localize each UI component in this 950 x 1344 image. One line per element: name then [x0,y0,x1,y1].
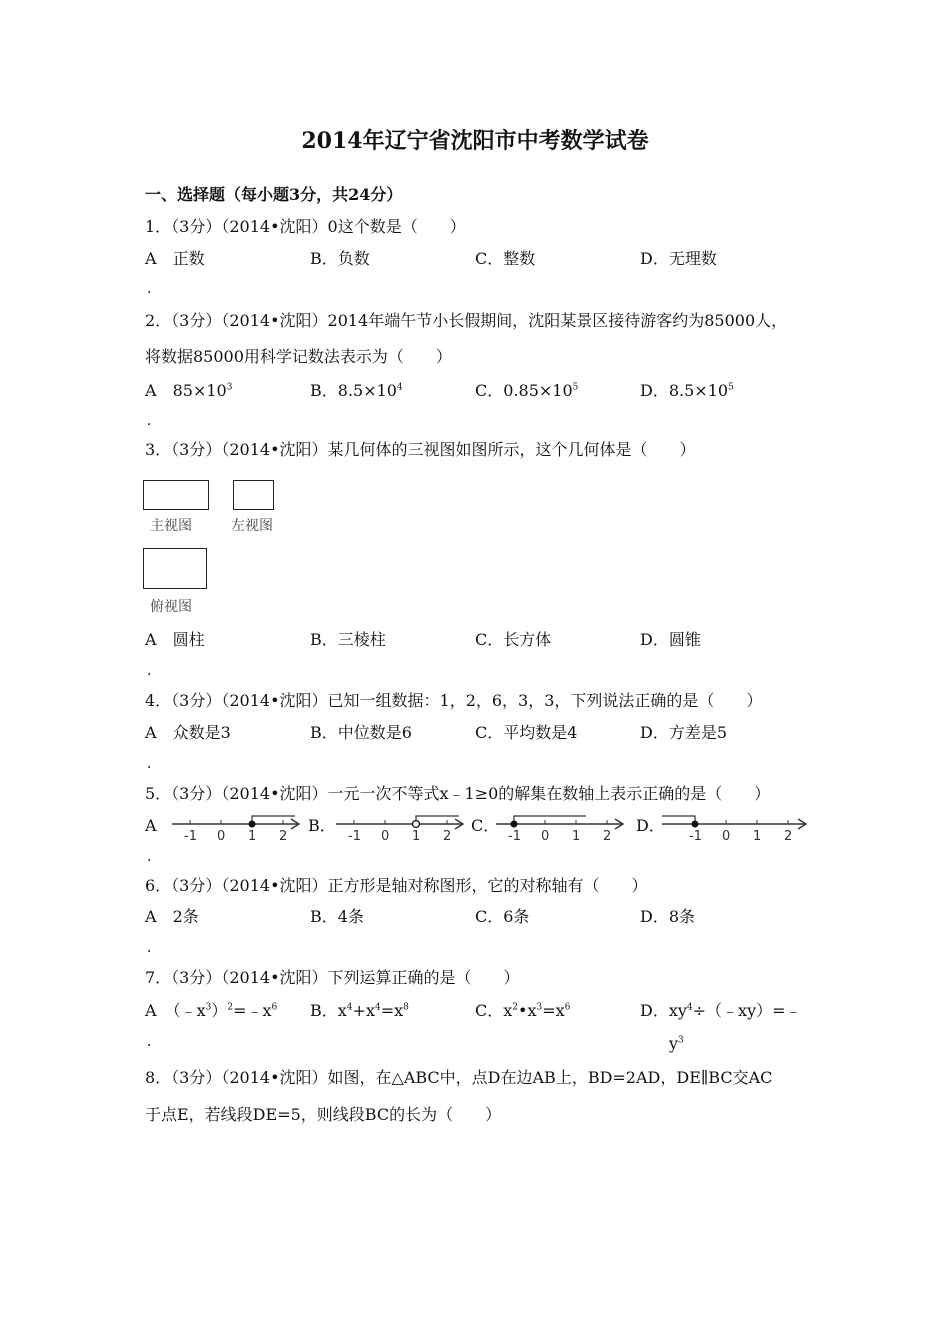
dot: ． [147,756,161,772]
svg-text:2: 2 [279,829,288,844]
question-3-stem: 3．（3分）（2014•沈阳）某几何体的三视图如图所示，这个几何体是（ ） [145,440,696,459]
q3-option-b: B．三棱柱 [310,630,386,649]
question-1-stem: 1．（3分）（2014•沈阳）0这个数是（ ） [145,217,466,236]
question-5-stem: 5．（3分）（2014•沈阳）一元一次不等式x﹣1≥0的解集在数轴上表示正确的是（ ） [145,784,771,803]
q7-option-d-continued: $y^3$ [669,1034,684,1053]
q5-option-c-label: C． [471,816,500,835]
q3-option-a: A 圆柱 [145,630,205,649]
svg-text:1: 1 [753,829,762,844]
front-view-caption: 主视图 [150,518,192,534]
svg-text:2: 2 [443,829,452,844]
q6-option-b: B．4条 [310,907,364,926]
side-view-caption: 左视图 [231,518,273,534]
dot: ． [147,663,161,679]
q5-option-d-number-line [660,810,810,846]
q4-option-c: C．平均数是4 [475,723,578,742]
dot: ． [147,281,161,297]
question-2-stem-line1: 2．（3分）（2014•沈阳）2014年端午节小长假期间，沈阳某景区接待游客约为85000人， [145,311,788,330]
q5-option-d-label: D． [636,816,665,835]
top-view-rectangle [143,548,207,589]
q7-option-b: B．$x^4+x^4=x^8$ [310,1001,409,1020]
q7-option-d: D．$xy^4\div(﹣xy)=﹣$ [640,1001,802,1020]
q1-option-a: A 正数 [145,249,205,268]
q2-option-a: A $85\times 10^3$ [145,381,233,400]
svg-text:1: 1 [412,829,421,844]
section-heading: 一、选择题（每小题3分，共24分） [145,185,403,204]
dot: ． [147,413,161,429]
dot: ． [147,849,161,865]
q2-option-d: D．$8.5\times 10^5$ [640,381,734,400]
question-7-stem: 7．（3分）（2014•沈阳）下列运算正确的是（ ） [145,968,520,987]
q2-option-b: B．$8.5\times 10^4$ [310,381,403,400]
question-8-stem-line2: 于点E，若线段DE=5，则线段BC的长为（ ） [145,1105,502,1124]
q4-option-a: A 众数是3 [145,723,231,742]
svg-text:0: 0 [722,829,731,844]
question-8-stem-line1: 8．（3分）（2014•沈阳）如图，在△ABC中，点D在边AB上，BD=2AD，DE∥BC交AC [145,1068,773,1087]
q5-option-b-number-line [334,810,474,846]
q4-option-b: B．中位数是6 [310,723,412,742]
question-2-stem-line2: 将数据85000用科学记数法表示为（ ） [145,347,452,366]
svg-text:2: 2 [784,829,793,844]
svg-text:0: 0 [217,829,226,844]
q1-option-d: D．无理数 [640,249,717,268]
q4-option-d: D．方差是5 [640,723,728,742]
solid-point [511,821,518,828]
q6-option-a: A 2条 [145,907,199,926]
question-6-stem: 6．（3分）（2014•沈阳）正方形是轴对称图形，它的对称轴有（ ） [145,876,648,895]
dot: ． [147,1034,161,1050]
solid-point [249,821,256,828]
svg-text:-1: -1 [689,829,702,844]
top-view-caption: 俯视图 [150,599,192,615]
svg-text:2: 2 [603,829,612,844]
svg-text:1: 1 [572,829,581,844]
q5-option-c-number-line [494,810,634,846]
side-view-rectangle [233,480,274,510]
svg-text:0: 0 [541,829,550,844]
svg-text:1: 1 [248,829,257,844]
svg-text:0: 0 [381,829,390,844]
q2-option-c: C．$0.85\times 10^5$ [475,381,579,400]
q3-option-c: C．长方体 [475,630,552,649]
q6-option-c: C．6条 [475,907,530,926]
q5-option-a-label: A [145,816,157,835]
page-title: 2014年辽宁省沈阳市中考数学试卷 [301,128,649,154]
q7-option-a: A $(﹣x^3)^2=﹣x^6$ [145,1001,278,1020]
front-view-rectangle [143,480,209,510]
svg-text:-1: -1 [348,829,361,844]
svg-text:-1: -1 [184,829,197,844]
q3-option-d: D．圆锥 [640,630,701,649]
q5-option-b-label: B． [308,816,336,835]
q7-option-c: C．$x^2•x^3=x^6$ [475,1001,571,1020]
question-4-stem: 4．（3分）（2014•沈阳）已知一组数据：1，2，6，3，3，下列说法正确的是（ ） [145,691,763,710]
q1-option-c: C．整数 [475,249,536,268]
q6-option-d: D．8条 [640,907,696,926]
q1-option-b: B．负数 [310,249,370,268]
svg-text:-1: -1 [508,829,521,844]
dot: ． [147,940,161,956]
hollow-point [413,821,420,828]
q5-option-a-number-line [170,810,310,846]
solid-point [692,821,699,828]
